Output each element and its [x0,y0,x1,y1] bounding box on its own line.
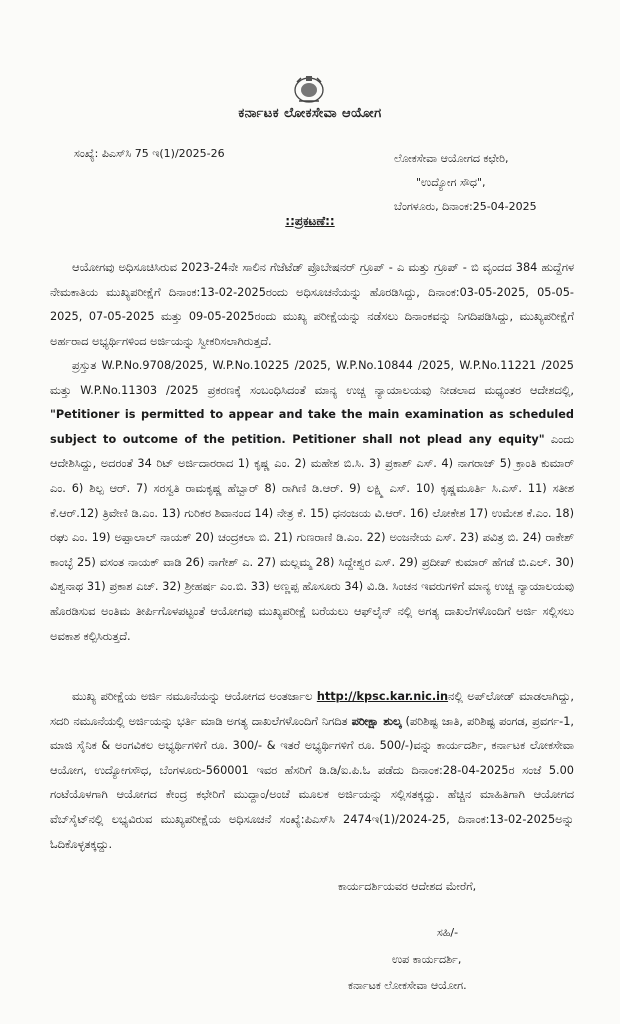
signatory-designation: ಉಪ ಕಾರ್ಯದರ್ಶಿ, [392,953,462,966]
notice-title [0,214,620,229]
office-line-2: "ಉದ್ಯೋಗ ಸೌಧ", [416,176,486,189]
paragraph-1-text: ಆಯೋಗವು ಅಧಿಸೂಚಿಸಿರುವ 2023-24ನೇ ಸಾಲಿನ ಗೆಜೆಟೆಡ್ ಪ್ರೊಬೇಷನರ್ ಗ್ರೂಪ್ - ಎ ಮತ್ತು ಗ್ರೂಪ್ - ಬಿ ವೃಂದದ 384 ಹುದ್ದೆಗಳ ನೇಮಕಾತಿಯ ಮುಖ್ಯಪರೀಕ್ಷೆಗೆ ದಿನಾಂಕ:13-02-2025ರಂದು ಅಧಿಸೂಚನೆಯನ್ನು ಹೊರಡಿಸಿದ್ದು, ದಿನಾಂಕ:03-05-2025, 05-05-2025, 07-05-2025 ಮತ್ತು 09-05-2025ರಂದು ಮುಖ್ಯ ಪರೀಕ್ಷೆಯನ್ನು ನಡೆಸಲು ದಿನಾಂಕವನ್ನು ನಿಗದಿಪಡಿಸಿದ್ದು, ಮುಖ್ಯಪರೀಕ್ಷೆಗೆ ಅರ್ಹರಾದ ಅಭ್ಯರ್ಥಿಗಳಿಂದ ಅರ್ಜಿಯನ್ನು ಸ್ವೀಕರಿಸಲಾಗಿರುತ್ತದೆ. [50,261,574,348]
organization-title: ಕರ್ನಾಟಕ ಲೋಕಸೇವಾ ಆಯೋಗ [238,106,382,121]
paragraph-3-part3: (ಪರಿಶಿಷ್ಟ ಜಾತಿ, ಪರಿಶಿಷ್ಟ ಪಂಗಡ, ಪ್ರವರ್ಗ-1, ಮಾಜಿ ಸೈನಿಕ & ಅಂಗವಿಕಲ ಅಭ್ಯರ್ಥಿಗಳಿಗೆ ರೂ. 300/- & ಇತರೆ ಅಭ್ಯರ್ಥಿಗಳಿಗೆ ರೂ. 500/-)ವನ್ನು ಕಾರ್ಯದರ್ಶಿ, ಕರ್ನಾಟಕ ಲೋಕಸೇವಾ ಆಯೋಗ, ಉದ್ಯೋಗಸೌಧ, ಬೆಂಗಳೂರು-560001 ಇವರ ಹೆಸರಿಗೆ ಡಿ.ಡಿ/ಐ.ಪಿ.ಓ ಪಡೆದು ದಿನಾಂಕ:28-04-2025ರ ಸಂಜೆ 5.00 ಗಂಟೆಯೊಳಗಾಗಿ ಆಯೋಗದ ಕೇಂದ್ರ ಕಛೇರಿಗೆ ಮುದ್ದಾಂ/ಅಂಚೆ ಮೂಲಕ ಅರ್ಜಿಯನ್ನು ಸಲ್ಲಿಸತಕ್ಕದ್ದು. ಹೆಚ್ಚಿನ ಮಾಹಿತಿಗಾಗಿ ಆಯೋಗದ ವೆಬ್‌ಸೈಟ್‌ನಲ್ಲಿ ಲಭ್ಯವಿರುವ ಮುಖ್ಯಪರೀಕ್ಷೆಯ ಅಧಿಸೂಚನೆ ಸಂಖ್ಯೆ:ಪಿಎಸ್‌ಸಿ 2474ಇ(1)/2024-25, ದಿನಾಂಕ:13-02-2025ಅನ್ನು ಓದಿಕೊಳ್ಳತಕ್ಕದ್ದು. [50,714,574,851]
court-order-quote: "Petitioner is permitted to appear and take the main examination as scheduled subject to outcome of the petition. Petitioner shall not plead any equity" [50,408,574,446]
office-address [394,147,537,219]
paragraph-2 [50,354,574,649]
notice-heading: ::ಪ್ರಕಟಣೆ:: [285,214,335,228]
paragraph-1 [50,256,574,354]
signed-mark: ಸಹಿ/- [437,926,459,939]
reference-number: ಸಂಖ್ಯೆ: ಪಿಎಸ್‌ಸಿ 75 ಇ(1)/2025-26 [74,147,225,160]
office-date-line: ಬೆಂಗಳೂರು, ದಿನಾಂಕ:25-04-2025 [394,200,537,213]
kpsc-website-link[interactable]: http://kpsc.kar.nic.in [316,690,449,703]
exam-fee-label: ಪರೀಕ್ಷಾ ಶುಲ್ಕ [351,714,402,728]
paragraph-3-part1: ಮುಖ್ಯ ಪರೀಕ್ಷೆಯ ಅರ್ಜಿ ನಮೂನೆಯನ್ನು ಆಯೋಗದ ಅಂತರ್ಜಾಲ [72,690,317,703]
paragraph-2-before: ಪ್ರಸ್ತುತ W.P.No.9708/2025, W.P.No.10225 /2025, W.P.No.10844 /2025, W.P.No.11221 /2025 ಮತ್ತು W.P.No.11303 /2025 ಪ್ರಕರಣಕ್ಕೆ ಸಂಬಂಧಿಸಿದಂತೆ ಮಾನ್ಯ ಉಚ್ಚ ನ್ಯಾಯಾಲಯವು ನೀಡಲಾದ ಮಧ್ಯಂತರ ಆದೇಶದಲ್ಲಿ, [50,359,574,397]
karnataka-emblem-icon [291,74,327,104]
paragraph-2-after: ಎಂದು ಆದೇಶಿಸಿದ್ದು, ಅದರಂತೆ 34 ರಿಟ್ ಅರ್ಜಿದಾರರಾದ 1) ಕೃಷ್ಣ ಎಂ. 2) ಮಹೇಶ ಬಿ.ಸಿ. 3) ಪ್ರಕಾಶ್ ಎಸ್. 4) ನಾಗರಾಜ್ 5) ಕ್ರಾಂತಿ ಕುಮಾರ್ ಎಂ. 6) ಶಿಲ್ಪ ಆರ್. 7) ಸರಸ್ವತಿ ರಾಮಕೃಷ್ಣ ಹೆಬ್ಬಾರ್ 8) ರಾಗಿಣಿ ಡಿ.ಆರ್. 9) ಲಕ್ಷ್ಮಿ ಎಸ್. 10) ಕೃಷ್ಣಮೂರ್ತಿ ಸಿ.ಎಸ್. 11) ಸತೀಶ ಕೆ.ಆರ್.12) ತ್ರಿವೇಣಿ ಡಿ.ಎಂ. 13) ಗುರಿಕರ ಶಿವಾನಂದ 14) ನೇತ್ರ ಕೆ. 15) ಧನಂಜಯ ವಿ.ಆರ್. 16) ಲೋಕೇಶ 17) ಉಮೇಶ ಕೆ.ಎಂ. 18) ರಘು ಎಂ. 19) ಅಪ್ಪಾಲಾಲ್ ನಾಯಕ್ 20) ಚಂದ್ರಕಲಾ ಬಿ. 21) ಗುಣರಾಣಿ ಡಿ.ಎಂ. 22) ಅಂಜನೇಯ ಎಸ್. 23) ಪವಿತ್ರ ಬಿ. 24) ರಾಕೇಶ್ ಕಾಂಬ್ಳೆ 25) ವಸಂತ ನಾಯಕ್ ವಾಡಿ 26) ನಾಗೇಶ್ ಎ. 27) ಮಲ್ಲಮ್ಮ 28) ಸಿದ್ದೇಶ್ವರ ಎಸ್. 29) ಪ್ರದೀಪ್ ಕುಮಾರ್ ಹೆಗಡೆ ಬಿ.ಎಲ್. 30) ವಿಶ್ವನಾಥ 31) ಪ್ರಕಾಶ ಎಚ್. 32) ಶ್ರೀಹರ್ಷ ಎಂ.ಬಿ. 33) ಅಣ್ಣಪ್ಪ ಹೊಸೂರು 34) ವಿ.ಡಿ. ಸಿಂಚನ ಇವರುಗಳಿಗೆ ಮಾನ್ಯ ಉಚ್ಚ ನ್ಯಾಯಾಲಯವು ಹೊರಡಿಸುವ ಅಂತಿಮ ತೀರ್ಪಿಗೊಳಪಟ್ಟಂತೆ ಆಯೋಗವು ಮುಖ್ಯಪರೀಕ್ಷೆ ಬರೆಯಲು ಆಫ್‌ಲೈನ್ ನಲ್ಲಿ ಅಗತ್ಯ ದಾಖಲೆಗಳೊಂದಿಗೆ ಅರ್ಜಿ ಸಲ್ಲಿಸಲು ಅವಕಾಶ ಕಲ್ಪಿಸಿರುತ್ತದೆ. [50,432,574,643]
paragraph-3 [50,685,574,857]
paragraph-3-part2: ನಲ್ಲಿ ಅಪ್‌ಲೋಡ್ ಮಾಡಲಾಗಿದ್ದು, ಸದರಿ ನಮೂನೆಯಲ್ಲಿ ಅರ್ಜಿಯನ್ನು ಭರ್ತಿ ಮಾಡಿ ಅಗತ್ಯ ದಾಖಲೆಗಳೊಂದಿಗೆ ನಿಗದಿತ [50,690,574,728]
signatory-organization: ಕರ್ನಾಟಕ ಲೋಕಸೇವಾ ಆಯೋಗ. [348,979,467,992]
office-line-1: ಲೋಕಸೇವಾ ಆಯೋಗದ ಕಛೇರಿ, [394,152,509,165]
order-line: ಕಾರ್ಯದರ್ಶಿಯವರ ಆದೇಶದ ಮೇರೆಗೆ, [338,880,477,893]
